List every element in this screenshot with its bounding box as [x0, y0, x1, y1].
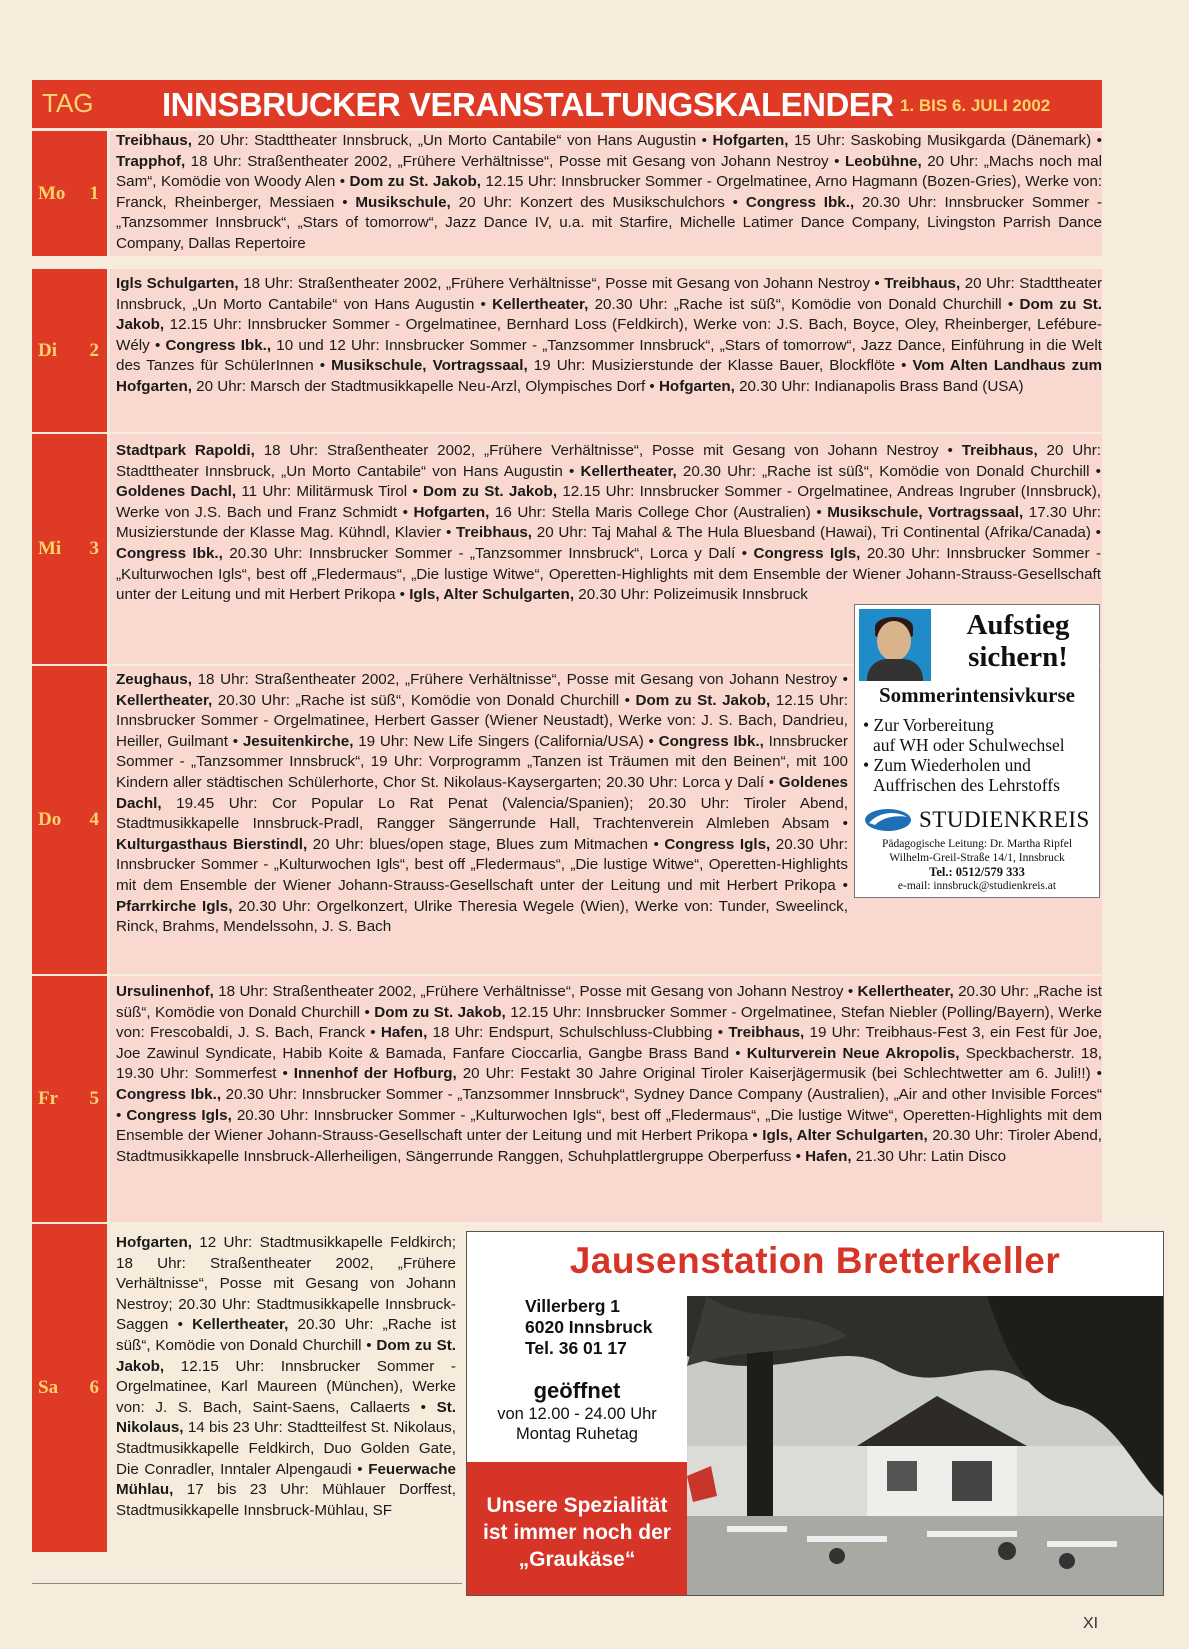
- venue-name: Musikschule,: [355, 193, 451, 211]
- event-details: 20.30 Uhr: Innsbrucker Sommer - „Kulturwochen Igls“, best off „Fledermaus“, „Die lustige Witwe“, Operetten-Highlights mit dem Ensemble der Wiener Johann-Strauss-Gesellschaft unter der Leitung und mit Herbert Prikopa •: [116, 544, 1102, 604]
- venue-name: Dom zu St. Jakob,: [116, 1336, 457, 1375]
- day-label-cell: [32, 434, 107, 664]
- date-range: 1. BIS 6. JULI 2002: [900, 96, 1051, 115]
- event-details: 20.30 Uhr: Innsbrucker Sommer - „Tanzsommer Innsbruck“, Sydney Dance Company (Australien), „Air and other Invisible Forces“ •: [116, 1085, 1102, 1124]
- venue-name: Congress Ibk.,: [116, 544, 223, 562]
- event-details: Speckbacherstr. 18, 19.30 Uhr: Sommerfest •: [116, 1044, 1102, 1083]
- day-number: 3: [89, 538, 99, 559]
- event-details: 20 Uhr: blues/open stage, Blues zum Mitmachen •: [307, 835, 665, 853]
- venue-name: Igls, Alter Schulgarten,: [762, 1127, 928, 1145]
- ad-bullet-list: [863, 715, 1065, 795]
- event-details: 20 Uhr: Taj Mahal & The Hula Bluesband (Hawai), Tri Continental (Afrika/Canada) •: [532, 524, 1101, 542]
- day-label-cell: [32, 666, 107, 974]
- event-details: 12.15 Uhr: Innsbrucker Sommer - Orgelmatinee, Arno Hagmann (Bozen-Gries), Werke von: Franck, Rheinberger, Messiaen •: [116, 173, 1102, 211]
- ad-bullet: auf WH oder Schulwechsel: [873, 735, 1065, 755]
- venue-name: Congress Igls,: [126, 1106, 232, 1124]
- event-details: 12.15 Uhr: Innsbrucker Sommer - Orgelmatinee, Karl Maureen (München), Werke von: J. S. Bach, Saint-Saens, Callaerts •: [116, 1357, 456, 1416]
- venue-name: Hofgarten,: [116, 1234, 192, 1251]
- day-events-text: [116, 274, 1102, 398]
- venue-name: Hafen,: [805, 1147, 852, 1165]
- day-number: 5: [89, 1088, 99, 1109]
- event-details: 19.45 Uhr: Cor Popular Lo Rat Penat (Valencia/Spanien); 20.30 Uhr: Tiroler Abend, Stadtmusikkapelle Innsbruck-Pradl, Rangger Sängerrunde Hall, Trachtenverein Almleben Absam •: [116, 794, 848, 833]
- venue-name: Hofgarten,: [413, 503, 490, 521]
- ad-studienkreis: [854, 604, 1100, 898]
- event-details: 20.30 Uhr: Orgelkonzert, Ulrike Theresia Wegele (Wien), Werke von: Tunder, Sweelinck, Rinck, Brahms, Mendelssohn, J. S. Bach: [116, 897, 848, 936]
- ad-subheadline: Sommerintensivkurse: [879, 683, 1075, 707]
- ad2-photo-garden: [687, 1296, 1163, 1595]
- venue-name: Congress Ibk.,: [658, 732, 764, 750]
- ad2-specialty-line: Unsere Spezialität: [486, 1494, 668, 1517]
- day-row-fr: [32, 976, 1102, 1222]
- day-row-mo: [32, 131, 1102, 256]
- event-details: 20.30 Uhr: Indianapolis Brass Band (USA): [734, 377, 1024, 395]
- day-row-di: [32, 269, 1102, 432]
- ad2-address-line: 6020 Innsbruck: [525, 1317, 653, 1337]
- venue-name: Ursulinenhof,: [116, 983, 214, 1000]
- venue-name: St. Nikolaus,: [116, 1398, 456, 1437]
- event-details: 20 Uhr: Stadttheater Innsbruck, „Un Morto Cantabile“ von Hans Augustin •: [116, 275, 1102, 313]
- event-details: 17 bis 23 Uhr: Mühlauer Dorffest, Stadtmusikkapelle Innsbruck-Mühlau, SF: [116, 1481, 456, 1519]
- header-tag-label: TAG: [42, 88, 94, 118]
- event-details: 12.15 Uhr: Innsbrucker Sommer - Orgelmatinee, Andreas Ingruber (Innsbruck), Werke von J.S. Bach und Franz Schmidt •: [116, 483, 1101, 521]
- event-details: 15 Uhr: Saskobing Musikgarda (Dänemark) •: [788, 132, 1102, 149]
- event-details: 10 und 12 Uhr: Innsbrucker Sommer - „Tanzsommer Innsbruck“, „Stars of tomorrow“, Jazz Dance, Einführung in die Welt des Tanzes für SchülerInnen •: [116, 336, 1102, 375]
- event-details: 19 Uhr: Treibhaus-Fest 3, ein Fest für Joe, Joe Zawinul Syndicate, Habib Koite & Bamada, Fanfare Cioccarlia, Gangbe Brass Band •: [116, 1024, 1102, 1062]
- day-abbr: Fr: [38, 1088, 59, 1109]
- event-details: 20 Uhr: Konzert des Musikschulchors •: [450, 193, 746, 211]
- venue-name: Congress Ibk.,: [165, 336, 272, 354]
- event-details: 20.30 Uhr: Tiroler Abend, Stadtmusikkapelle Innsbruck-Allerheiligen, Sängerrunde Ranggen, Schuhplattlergruppe Oberperfuss •: [116, 1127, 1102, 1165]
- venue-name: Igls, Alter Schulgarten,: [409, 586, 575, 604]
- ad-phone: Tel.: 0512/579 333: [929, 865, 1025, 879]
- event-details: 19 Uhr: Musizierstunde der Klasse Bauer, Blockflöte •: [527, 357, 913, 375]
- day-number: 1: [89, 182, 99, 204]
- venue-name: Congress Ibk.,: [745, 193, 855, 211]
- ad2-closed-day: Montag Ruhetag: [515, 1425, 638, 1443]
- day-number: 2: [89, 339, 99, 361]
- venue-name: Innenhof der Hofburg,: [293, 1065, 457, 1083]
- page-number: XI: [1083, 1615, 1099, 1632]
- venue-name: Kellertheater,: [192, 1316, 289, 1334]
- venue-name: Treibhaus,: [884, 275, 961, 292]
- ad2-specialty-box: [467, 1462, 687, 1595]
- event-details: 20.30 Uhr: „Rache ist süß“, Komödie von Donald Churchill •: [116, 983, 1102, 1021]
- day-abbr: Di: [38, 339, 57, 361]
- event-details: 20.30 Uhr: Innsbrucker Sommer - „Tanzsommer Innsbruck“, Lorca y Dalí •: [222, 544, 754, 562]
- event-details: 18 Uhr: Straßentheater 2002, „Frühere Verhältnisse“, Posse mit Gesang von Johann Nestroy •: [213, 983, 858, 1000]
- event-details: 20.30 Uhr: „Rache ist süß“, Komödie von Donald Churchill •: [212, 691, 636, 709]
- venue-name: Leobühne,: [844, 152, 922, 170]
- day-events-cell: [110, 131, 1102, 256]
- event-details: 18 Uhr: Endspurt, Schulschluss-Clubbing •: [427, 1024, 729, 1042]
- event-details: 12.15 Uhr: Innsbrucker Sommer - Orgelmatinee, Herbert Gasser (Wiener Neustadt), Werke von: J. S. Bach, Dandrieu, Heiller, Guilmant •: [116, 691, 848, 750]
- venue-name: Musikschule, Vortragssaal,: [331, 357, 528, 375]
- ad2-address-line: Villerberg 1: [525, 1296, 621, 1316]
- day-label-cell: [32, 1224, 107, 1552]
- swoosh-logo-icon: [863, 807, 913, 833]
- venue-name: Congress Igls,: [664, 835, 771, 853]
- day-events-text: [116, 131, 1102, 255]
- event-details: 20.30 Uhr: „Rache ist süß“, Komödie von Donald Churchill •: [676, 462, 1101, 480]
- event-details: 20 Uhr: Stadttheater Innsbruck, „Un Morto Cantabile“ von Hans Augustin •: [191, 132, 713, 149]
- day-events-cell: [110, 976, 1102, 1222]
- venue-name: Treibhaus,: [728, 1024, 805, 1042]
- venue-name: Dom zu St. Jakob,: [635, 691, 771, 709]
- venue-name: Kulturverein Neue Akropolis,: [746, 1044, 960, 1062]
- venue-name: Vom Alten Landhaus zum Hofgarten,: [116, 357, 1102, 395]
- ad-address: Wilhelm-Greil-Straße 14/1, Innsbruck: [889, 852, 1065, 864]
- venue-name: Congress Igls,: [753, 544, 861, 562]
- ad-bullet: • Zur Vorbereitung: [863, 715, 994, 735]
- venue-name: Goldenes Dachl,: [116, 483, 237, 501]
- ad-bullet: Auffrischen des Lehrstoffs: [873, 775, 1060, 795]
- event-details: 17.30 Uhr: Musizierstunde der Klasse Mag. Kühndl, Klavier •: [116, 503, 1101, 542]
- venue-name: Jesuitenkirche,: [242, 732, 354, 750]
- day-events-text: [116, 982, 1102, 1167]
- venue-name: Treibhaus,: [116, 132, 192, 149]
- ad2-open-hours: von 12.00 - 24.00 Uhr: [497, 1405, 657, 1423]
- day-abbr: Mi: [38, 538, 62, 559]
- ad-headline: Aufstieg sichern!: [966, 609, 1070, 673]
- event-details: 20.30 Uhr: Innsbrucker Sommer - „Kulturwochen Igls“, best off „Fledermaus“, „Die lustige Witwe“, Operetten-Highlights mit dem Ensemble der Wiener Johann-Strauss-Gesellschaft unter der Leitung und mit Herbert Prikopa •: [116, 1106, 1102, 1145]
- day-abbr: Mo: [38, 182, 66, 204]
- event-details: 12.15 Uhr: Innsbrucker Sommer - Orgelmatinee, Bernhard Loss (Feldkirch), Werke von: J.S. Bach, Boyce, Oley, Rheinberger, Lefébure-Wély •: [116, 316, 1102, 354]
- event-details: 19 Uhr: New Life Singers (California/USA) •: [353, 732, 659, 750]
- venue-name: Hafen,: [380, 1024, 428, 1042]
- venue-name: Congress Ibk.,: [116, 1085, 222, 1103]
- ad2-address: [525, 1296, 652, 1359]
- venue-name: Dom zu St. Jakob,: [116, 295, 1103, 334]
- ad-contact: [855, 837, 1099, 893]
- venue-name: Treibhaus,: [961, 442, 1038, 459]
- venue-name: Dom zu St. Jakob,: [374, 1003, 506, 1021]
- event-details: 20.30 Uhr: Innsbrucker Sommer - „Kulturwochen Igls“, best off „Fledermaus“, „Die lustige Witwe“, Operetten-Highlights mit dem Ensemble der Wiener Johann-Strauss-Gesellschaft unter der Leitung und mit Herbert Prikopa •: [116, 835, 849, 894]
- venue-name: Stadtpark Rapoldi,: [116, 442, 255, 459]
- event-details: Innsbrucker Sommer - „Tanzsommer Innsbruck“, 19 Uhr: Vorprogramm „Tanzen ist Träumen mit den Beinen“, mit 100 Kindern aller städtischen Schülerhorte, Chor St. Nikolaus-Kaysergarten; 20.30 Uhr: Lorca y Dalí •: [116, 732, 848, 791]
- footer-divider: [32, 1583, 462, 1584]
- ad2-specialty-text: [467, 1492, 687, 1573]
- venue-name: Treibhaus,: [456, 524, 533, 542]
- event-details: 20.30 Uhr: Innsbrucker Sommer - „Tanzsommer Innsbruck“, „Stars of tomorrow“, Jazz Dance IV, u.a. mit Starfire, Michelle Latimer Dance Company, Livingston Parrish Dance Company, Dallas Repertoire: [116, 193, 1103, 252]
- event-details: 20 Uhr: Stadttheater Innsbruck, „Un Morto Cantabile“ von Hans Augustin •: [116, 442, 1101, 480]
- venue-name: Pfarrkirche Igls,: [116, 897, 233, 915]
- ad2-title: Jausenstation Bretterkeller: [569, 1240, 1061, 1281]
- day-abbr: Do: [38, 809, 62, 830]
- event-details: 20 Uhr: Festakt 30 Jahre Original Tiroler Kaiserjägermusik (bei Schlechtwetter am 6. Juli!!) •: [456, 1065, 1102, 1083]
- venue-name: Kellertheater,: [580, 462, 677, 480]
- event-details: 18 Uhr: Straßentheater 2002, „Frühere Verhältnisse“, Posse mit Gesang von Johann Nestroy •: [254, 442, 962, 459]
- ad2-opening-hours: [477, 1378, 677, 1444]
- venue-name: Igls Schulgarten,: [116, 275, 239, 292]
- event-details: 20.30 Uhr: „Rache ist süß“, Komödie von Donald Churchill •: [588, 295, 1020, 313]
- event-details: 18 Uhr: Straßentheater 2002, „Frühere Verhältnisse“, Posse mit Gesang von Johann Nestroy •: [238, 275, 885, 292]
- day-number: 6: [89, 1377, 99, 1398]
- day-events-cell: [110, 1224, 460, 1552]
- event-details: 18 Uhr: Straßentheater 2002, „Frühere Verhältnisse“, Posse mit Gesang von Johann Nestroy •: [191, 671, 848, 688]
- event-details: 12.15 Uhr: Innsbrucker Sommer - Orgelmatinee, Stefan Niebler (Polling/Bayern), Werke von: Frescobaldi, J. S. Bach, Franck •: [116, 1003, 1103, 1042]
- ad-bullet: • Zum Wiederholen und: [863, 755, 1031, 775]
- day-events-text: [116, 1233, 456, 1521]
- venue-name: Zeughaus,: [116, 671, 192, 688]
- event-details: 16 Uhr: Stella Maris College Chor (Australien) •: [489, 503, 828, 521]
- venue-name: Feuerwache Mühlau,: [116, 1460, 456, 1499]
- day-label-cell: [32, 976, 107, 1222]
- event-details: 14 bis 23 Uhr: Stadtteilfest St. Nikolaus, Stadtmusikkapelle Feldkirch, Duo Golden Gate, Die Conradler, Inntaler Alpengaudi •: [116, 1419, 456, 1478]
- ad2-open-heading: geöffnet: [533, 1378, 621, 1403]
- ad-leitung: Pädagogische Leitung: Dr. Martha Ripfel: [881, 838, 1073, 850]
- calendar-header: [32, 80, 1102, 128]
- event-details: 11 Uhr: Militärmusk Tirol •: [236, 483, 424, 501]
- venue-name: Kellertheater,: [116, 691, 213, 709]
- ad2-address-line: Tel. 36 01 17: [525, 1338, 627, 1358]
- day-events-cell: [110, 269, 1102, 432]
- ad-brand: STUDIENKREIS: [919, 807, 1090, 832]
- venue-name: Kulturgasthaus Bierstindl,: [116, 835, 308, 853]
- venue-name: Trapphof,: [116, 152, 186, 170]
- event-details: 20 Uhr: Marsch der Stadtmusikkapelle Neu-Arzl, Olympisches Dorf •: [191, 377, 659, 395]
- event-details: 12 Uhr: Stadtmusikkapelle Feldkirch; 18 Uhr: Straßentheater 2002, „Frühere Verhältnisse“, Posse mit Gesang von Johann Nestroy; 20.30 Uhr: Stadtmusikkapelle Innsbruck-Saggen •: [116, 1234, 456, 1334]
- event-details: 21.30 Uhr: Latin Disco: [851, 1147, 1007, 1165]
- day-label-cell: [32, 131, 107, 256]
- venue-name: Hofgarten,: [712, 132, 789, 149]
- event-details: 20.30 Uhr: „Rache ist süß“, Komödie von Donald Churchill •: [116, 1316, 456, 1354]
- venue-name: Dom zu St. Jakob,: [423, 483, 558, 501]
- ad-email: e-mail: innsbruck@studienkreis.at: [897, 880, 1057, 892]
- venue-name: Goldenes Dachl,: [116, 773, 848, 812]
- ad-photo-student: [859, 609, 931, 681]
- event-details: 18 Uhr: Straßentheater 2002, „Frühere Verhältnisse“, Posse mit Gesang von Johann Nestroy •: [185, 152, 845, 170]
- venue-name: Musikschule, Vortragssaal,: [827, 503, 1024, 521]
- day-number: 4: [89, 809, 99, 830]
- day-label-cell: [32, 269, 107, 432]
- venue-name: Hofgarten,: [658, 377, 735, 395]
- ad2-specialty-line: „Graukäse“: [518, 1548, 636, 1571]
- event-details: 20.30 Uhr: Polizeimusik Innsbruck: [574, 586, 808, 604]
- studienkreis-logo: [863, 807, 1093, 833]
- event-details: 20 Uhr: „Machs noch mal Sam“, Komödie von Woody Alen •: [116, 152, 1102, 191]
- day-abbr: Sa: [38, 1377, 59, 1398]
- venue-name: Kellertheater,: [492, 295, 589, 313]
- ad2-specialty-line: ist immer noch der: [483, 1521, 671, 1544]
- venue-name: Kellertheater,: [857, 983, 954, 1000]
- ad-bretterkeller: [466, 1231, 1164, 1596]
- venue-name: Dom zu St. Jakob,: [349, 173, 482, 191]
- page-title: INNSBRUCKER VERANSTALTUNGSKALENDER: [162, 86, 894, 123]
